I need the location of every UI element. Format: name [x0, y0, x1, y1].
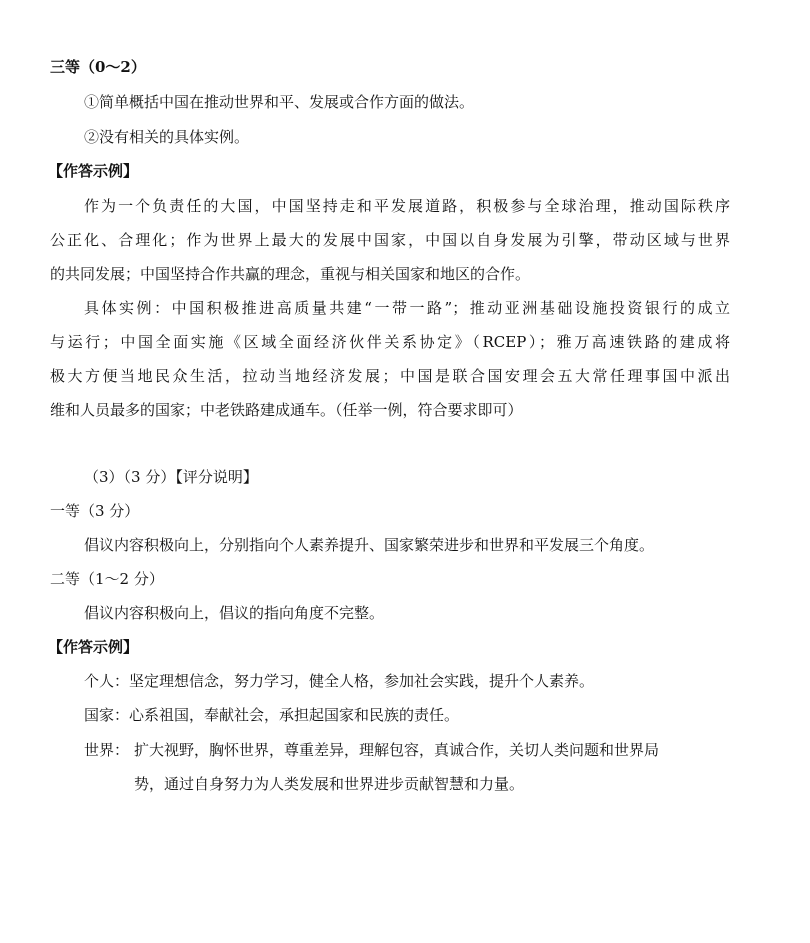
example-nation: 国家：心系祖国，奉献社会，承担起国家和民族的责任。: [84, 706, 460, 724]
example-heading-2: 【作答示例】: [48, 638, 139, 656]
grade3-heading: 三等（0～2）: [50, 58, 146, 76]
grade3-item-2: ②没有相关的具体实例。: [84, 128, 250, 146]
example-para2-line1: 具体实例：中国积极推进高质量共建“一带一路”；推动亚洲基础设施投资银行的成立: [84, 299, 730, 317]
example-world-label: 世界：: [84, 741, 130, 759]
section3-heading: （3）（3 分）【评分说明】: [84, 468, 258, 486]
grade1-heading: 一等（3 分）: [50, 502, 140, 520]
grade1-desc: 倡议内容积极向上，分别指向个人素养提升、国家繁荣进步和世界和平发展三个角度。: [84, 536, 655, 554]
example-para2-line3: 极大方便当地民众生活，拉动当地经济发展；中国是联合国安理会五大常任理事国中派出: [50, 367, 730, 385]
example-personal: 个人：坚定理想信念，努力学习，健全人格，参加社会实践，提升个人素养。: [84, 672, 595, 690]
example-para2-line2: 与运行；中国全面实施《区域全面经济伙伴关系协定》（RCEP）；雅万高速铁路的建成将: [50, 333, 730, 351]
grade2-heading: 二等（1～2 分）: [50, 570, 164, 588]
example-para1-line1: 作为一个负责任的大国，中国坚持走和平发展道路，积极参与全球治理，推动国际秩序: [84, 197, 730, 215]
example-para1-line3: 的共同发展；中国坚持合作共赢的理念，重视与相关国家和地区的合作。: [50, 265, 531, 283]
grade3-item-1: ①简单概括中国在推动世界和平、发展或合作方面的做法。: [84, 93, 475, 111]
example-world-line1: 扩大视野，胸怀世界，尊重差异，理解包容，真诚合作，关切人类问题和世界局: [134, 741, 660, 759]
example-para1-line2: 公正化、合理化；作为世界上最大的发展中国家，中国以自身发展为引擎，带动区域与世界: [50, 231, 730, 249]
grade2-desc: 倡议内容积极向上，倡议的指向角度不完整。: [84, 604, 385, 622]
example-para2-line4: 维和人员最多的国家；中老铁路建成通车。（任举一例，符合要求即可）: [50, 401, 523, 419]
example-heading-1: 【作答示例】: [48, 162, 139, 180]
example-world-line2: 势，通过自身努力为人类发展和世界进步贡献智慧和力量。: [134, 775, 525, 793]
